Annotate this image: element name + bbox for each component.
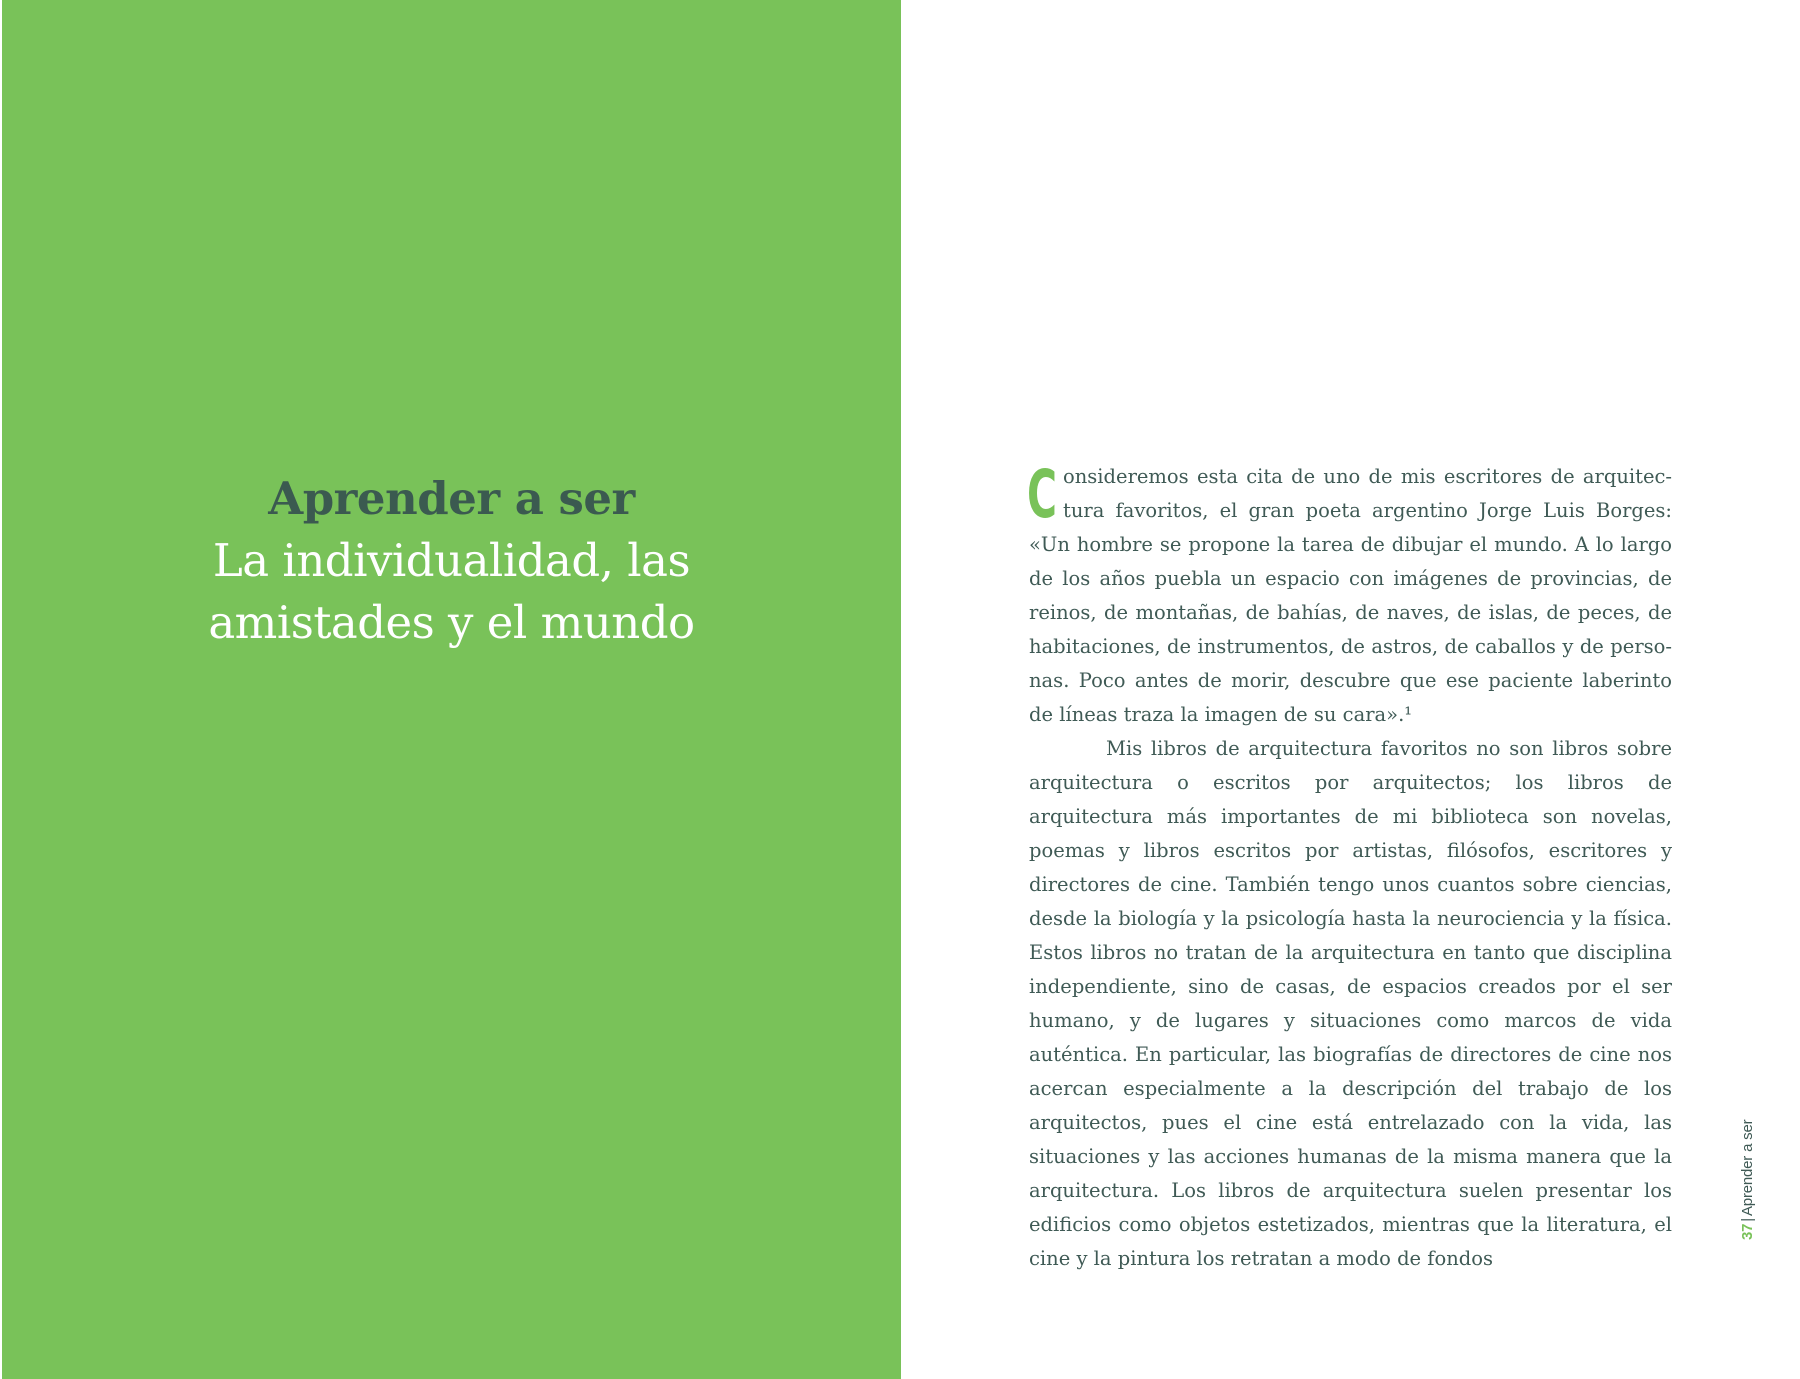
running-head-title: Aprender a ser [1739,1119,1756,1216]
chapter-subtitle-line-2: amistades y el mundo [208,596,695,649]
paragraph-1 [1027,456,1672,732]
body-text [1027,456,1672,1276]
paragraph-2: Mis libros de arquitectura favoritos no son libros sobre arquitectura o escritos por arquitectos; los libros de arquitectura más importantes de mi biblioteca son novelas, poemas y libros escritos por artistas, filósofos, escritores y directores de cine. También tengo unos cuantos sobre ciencias, desde la biología y la psicología hasta la neurociencia y la física. Estos libros no tratan de la arquitectura en tanto que disciplina independiente, sino de casas, de espacios creados por el ser humano, y de lugares y situaciones como marcos de vida auténtica. En particular, las biografías de directores de cine nos acercan especialmente a la descripción del trabajo de los arquitectos, pues el cine está entrelazado con la vida, las situaciones y las acciones humanas de la misma manera que la arquitectura. Los libros de arquitectura suelen presentar los edificios como objetos estetizados, mientras que la literatura, el cine y la pintura los retratan a modo de fondos [1029,737,1672,1270]
drop-cap: C [1027,456,1058,533]
footer-separator: | [1739,1218,1756,1222]
chapter-subtitle-line-1: La individualidad, las [212,534,691,587]
right-page [901,0,1800,1379]
left-page [2,0,901,1379]
chapter-title-block [2,468,901,654]
running-footer [1739,1120,1756,1240]
paragraph-1-text: onsideremos esta cita de uno de mis escritores de arquitectura favoritos, el gran poeta argentino Jorge Luis Borges: «Un hombre se propone la tarea de dibujar el mundo. A lo largo de los años puebla un espacio con imágenes de provincias, de reinos, de montañas, de bahías, de naves, de islas, de peces, de habitaciones, de instrumentos, de astros, de caballos y de personas. Poco antes de morir, descubre que ese paciente laberinto de líneas traza la imagen de su cara».¹ [1029,465,1672,726]
page-number: 37 [1739,1223,1756,1240]
chapter-title: Aprender a ser [268,472,635,525]
